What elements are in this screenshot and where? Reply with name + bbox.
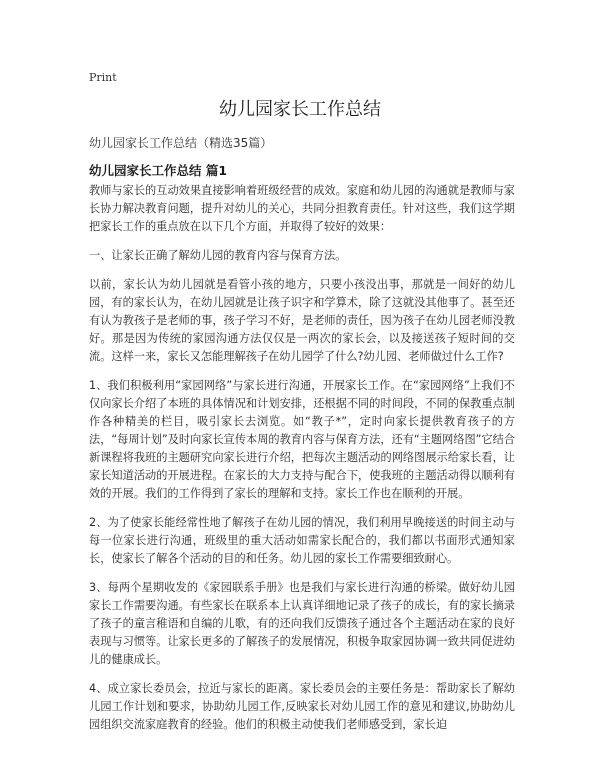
paragraph-point-4: 4、成立家长委员会，拉近与家长的距离。家长委员会的主要任务是：帮助家长了解幼儿园工作计划和要求，协助幼儿园工作,反映家长对幼儿园工作的意见和建议,协助幼儿园组织交流家庭教育的经验。他们的积极主动使我们老师感受到，家长迫 [89,682,515,731]
print-label[interactable]: Print [89,71,117,84]
section-heading: 幼儿园家长工作总结 篇1 [89,163,228,178]
paragraph-point-2: 2、为了使家长能经常性地了解孩子在幼儿园的情况，我们利用早晚接送的时间主动与每一位家长进行沟通，班级里的重大活动如需家长配合的，我们都以书面形式通知家长，使家长了解各个活动的目的和任务。幼儿园的家长工作需要细致耐心。 [89,516,515,565]
document-body [89,182,515,745]
paragraph-background: 以前，家长认为幼儿园就是看管小孩的地方，只要小孩没出事，那就是一间好的幼儿园，有的家长认为，在幼儿园就是让孩子识字和学算术，除了这就没其他事了。甚至还有认为教孩子是老师的事，孩子学习不好，是老师的责任，因为孩子在幼儿园老师没教好。那是因为传统的家园沟通方法仅仅是一两次的家长会，以及接送孩子短时间的交流。这样一来，家长又怎能理解孩子在幼儿园学了什么?幼儿园、老师做过什么工作? [89,278,515,363]
paragraph-point-1: 1、我们积极利用“家园网络”与家长进行沟通，开展家长工作。在“家园网络”上我们不仅向家长介绍了本班的具体情况和计划安排，还根据不同的时间段，不同的保教重点制作各种精美的栏目，吸引家长去浏览。如“教子*”，定时向家长提供教育孩子的方法，“每周计划”及时向家长宣传本周的教育内容与保育方法，还有“主题网络图”它结合新课程将我班的主题研究向家长进行介绍，把每次主题活动的网络图展示给家长看，让家长知道活动的开展进程。在家长的大力支持与配合下，使我班的主题活动得以顺利有效的开展。我们的工作得到了家长的理解和支持。家长工作也在顺利的开展。 [89,379,515,500]
paragraph-point-3: 3、每两个星期收发的《家园联系手册》也是我们与家长进行沟通的桥梁。做好幼儿园家长工作需要沟通。有些家长在联系本上认真详细地记录了孩子的成长，有的家长摘录了孩子的童言稚语和自编的儿歌，有的还向我们反馈孩子通过各个主题活动在家的良好表现与习惯等。让家长更多的了解孩子的发展情况，积极争取家园协调一致共同促进幼儿的健康成长。 [89,581,515,666]
paragraph-intro: 教师与家长的互动效果直接影响着班级经营的成效。家庭和幼儿园的沟通就是教师与家长协力解决教育问题，提升对幼儿的关心，共同分担教育责任。针对这些，我们这学期把家长工作的重点放在以下几个方面，并取得了较好的效果： [89,184,515,233]
document-subtitle: 幼儿园家长工作总结（精选35篇） [89,136,273,150]
paragraph-heading-one: 一、让家长正确了解幼儿园的教育内容与保育方法。 [89,249,347,262]
document-title: 幼儿园家长工作总结 [219,99,381,120]
